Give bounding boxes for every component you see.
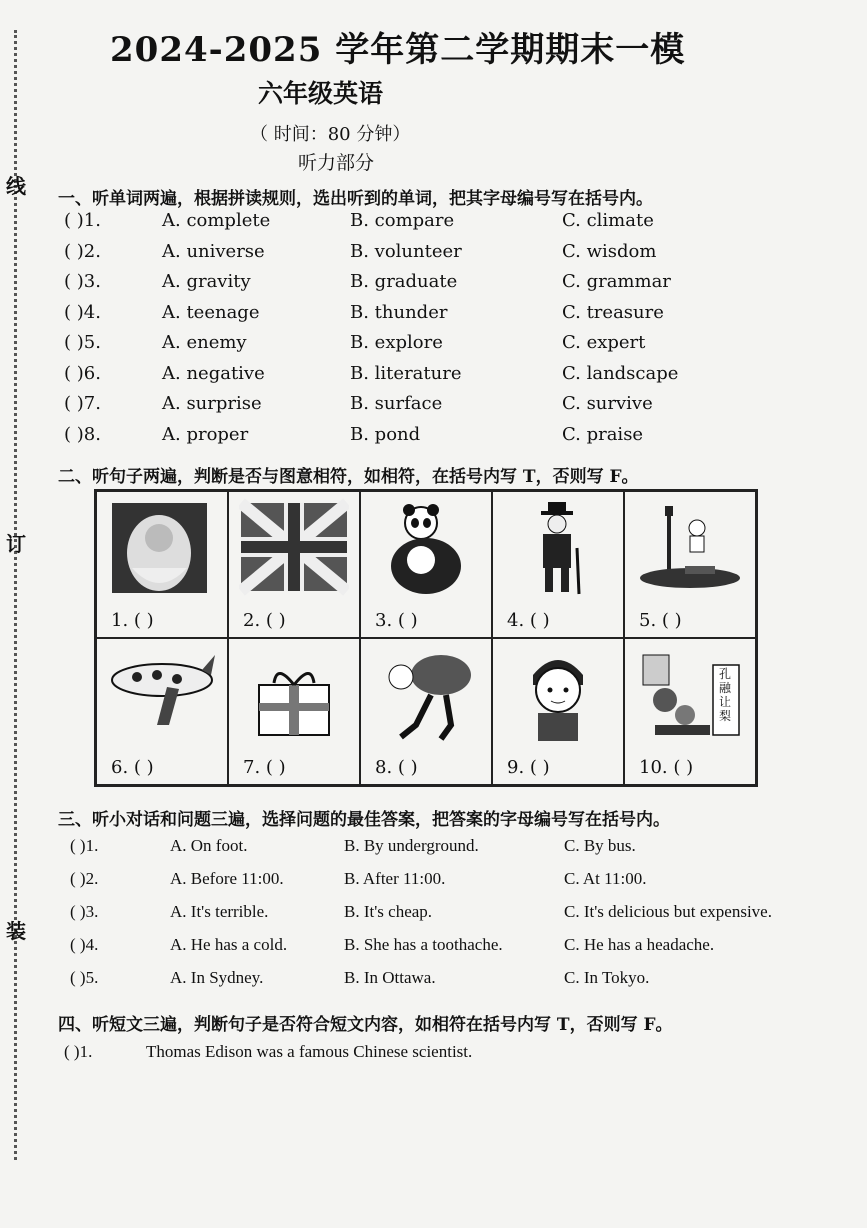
binding-char-line: 线 [6,174,26,198]
option-a: A. Before 11:00. [170,869,284,888]
binding-char-staple: 订 [6,532,26,556]
picture-cell-1 [96,491,228,638]
option-a: A. teenage [162,301,260,323]
section1-heading: 一、听单词两遍，根据拼读规则，选出听到的单词，把其字母编号写在括号内。 [58,189,653,209]
section3-question-2 [64,869,844,895]
boy-face-icon [503,645,613,745]
option-b: B. In Ottawa. [344,968,436,987]
section1-question-3 [64,271,844,297]
option-a: A. gravity [162,271,251,292]
picture-label-2: 2. ( ) [243,610,286,631]
option-a: A. He has a cold. [170,935,288,954]
picture-label-7: 7. ( ) [243,757,286,778]
picture-cell-6 [96,638,228,785]
picture-cell-8 [360,638,492,785]
exam-time: （ 时间：80 分钟） [250,124,411,145]
picture-cell-5 [624,491,756,638]
option-a: A. proper [162,423,249,445]
section4-heading: 四、听短文三遍，判断句子是否符合短文内容，如相符在括号内写 T，否则写 F。 [58,1015,673,1035]
picture-cell-9 [492,638,624,785]
question-number: ( )2. [64,240,101,262]
charlie-chaplin-icon [503,498,613,598]
airplane-icon [107,645,217,745]
sign-text: 孔融让梨 [719,667,732,723]
option-a: A. complete [162,210,271,231]
section3-question-5 [64,968,844,994]
question-number: ( )3. [64,271,101,292]
option-a: A. On foot. [170,836,248,855]
picture-label-6: 6. ( ) [111,757,154,778]
section1-question-6 [64,363,844,389]
question-number: ( )4. [64,301,101,323]
option-c: C. At 11:00. [564,869,647,888]
option-b: B. It's cheap. [344,902,433,921]
section3-question-4 [64,935,844,961]
option-b: B. thunder [350,301,448,323]
exam-title: 2024-2025 学年第二学期期末一模 [110,30,686,70]
question-number: ( )5. [64,332,101,353]
option-c: C. climate [562,210,654,231]
option-b: B. graduate [350,271,458,292]
picture-label-3: 3. ( ) [375,610,418,631]
option-c: C. He has a headache. [564,935,715,954]
question-number: ( )4. [70,935,99,954]
question-text: Thomas Edison was a famous Chinese scientist. [146,1042,473,1061]
option-a: A. negative [162,362,265,384]
part-title: 听力部分 [298,152,375,174]
option-a: A. surprise [162,393,262,414]
option-a: A. enemy [162,332,247,353]
question-number: ( )8. [64,423,101,445]
question-number: ( )2. [70,869,99,888]
picture-label-10: 10. ( ) [639,757,694,778]
picture-label-5: 5. ( ) [639,610,682,631]
option-c: C. grammar [562,271,671,292]
picture-cell-4 [492,491,624,638]
option-c: C. It's delicious but expensive. [564,902,772,921]
picture-label-9: 9. ( ) [507,757,550,778]
section1-question-2 [64,241,844,267]
question-number: ( )3. [70,902,99,921]
picture-cell-3 [360,491,492,638]
section3-question-3 [64,902,844,928]
section1-question-1 [64,210,844,236]
picture-grid [94,489,758,787]
option-b: B. explore [350,332,443,353]
option-b: B. pond [350,423,421,445]
option-b: B. surface [350,393,443,414]
section1-question-8 [64,424,844,450]
option-c: C. praise [562,423,644,445]
picture-label-8: 8. ( ) [375,757,418,778]
picture-cell-10 [624,638,756,785]
section1-question-5 [64,332,844,358]
option-a: A. In Sydney. [170,968,264,987]
question-number: ( )7. [64,393,101,414]
option-a: A. universe [162,240,265,262]
picture-label-1: 1. ( ) [111,610,154,631]
option-c: C. wisdom [562,240,657,262]
panda-icon [371,498,481,598]
binding-line [14,30,21,1160]
option-b: B. compare [350,210,455,231]
section3-question-1 [64,836,844,862]
section2-heading: 二、听句子两遍，判断是否与图意相符，如相符，在括号内写 T，否则写 F。 [58,467,639,487]
question-number: ( )6. [64,362,101,384]
question-number: ( )1. [70,836,99,855]
option-b: B. By underground. [344,836,479,855]
section1-question-4 [64,302,844,328]
option-c: C. In Tokyo. [564,968,650,987]
uk-flag-icon [239,498,349,598]
option-b: B. literature [350,362,462,384]
exam-subtitle: 六年级英语 [258,79,384,108]
section3-heading: 三、听小对话和问题三遍，选择问题的最佳答案，把答案的字母编号写在括号内。 [58,810,670,830]
option-a: A. It's terrible. [170,902,269,921]
option-c: C. survive [562,393,653,414]
picture-cell-2 [228,491,360,638]
option-c: C. treasure [562,301,664,323]
person-bending-icon [371,645,481,745]
old-man-portrait-icon [107,498,217,598]
question-number: ( )1. [64,1042,93,1061]
diving-board-icon [635,498,745,598]
question-number: ( )5. [70,968,99,987]
picture-cell-7 [228,638,360,785]
binding-char-bind: 装 [6,919,26,943]
option-c: C. landscape [562,362,679,384]
section1-question-7 [64,393,844,419]
option-b: B. She has a toothache. [344,935,503,954]
option-c: C. expert [562,332,646,353]
question-number: ( )1. [64,210,101,231]
option-b: B. volunteer [350,240,462,262]
option-b: B. After 11:00. [344,869,446,888]
gift-box-icon [239,645,349,745]
option-c: C. By bus. [564,836,636,855]
picture-label-4: 4. ( ) [507,610,550,631]
section4-question-1 [64,1042,844,1068]
